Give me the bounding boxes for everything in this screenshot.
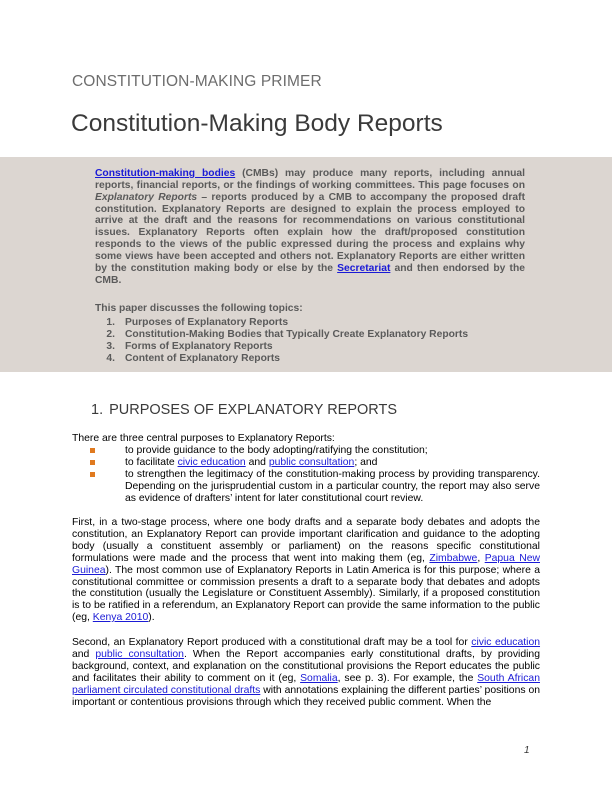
- bullet-text: and: [245, 456, 269, 468]
- link-south-african-parliament[interactable]: South African parliament circulated constitutional drafts: [72, 672, 540, 696]
- paragraph-text: . When the Report accompanies early constitutional drafts, by providing background, context, and explanation on the constitutional provisions the Report educates the public and facilitates their ability to comment on it (eg,: [72, 648, 540, 684]
- paragraph-text: First, in a two-stage process, where one body drafts and a separate body debates and adopts the constitution, an Explanatory Report can provide important clarification and guidance to the adopting body (usually a constituent assembly or parliament) on the reasons specific constitutional formulations were made and the process that went into making them (eg,: [72, 517, 540, 564]
- bullet-text: ; and: [354, 456, 378, 468]
- topic-number: 1.: [106, 317, 115, 328]
- topic-item: [95, 329, 468, 341]
- list-item: [88, 469, 540, 505]
- link-civic-education[interactable]: civic education: [177, 456, 246, 468]
- list-item: [88, 445, 540, 457]
- intro-text-3: and then endorsed by the CMB.: [95, 262, 525, 286]
- intro-text-2: – reports produced by a CMB to accompany the proposed draft constitution. Explanatory Reports are designed to explain the process employed to arrive at the draft and the reasons for recommendations on various constitutional issues. Explanatory Reports often explain how the draft/proposed constitution responds to the views of the public expressed during the process and explains why some views have been accepted and others not. Explanatory Reports are either written by the constitution making body or else by the: [95, 191, 525, 274]
- link-civic-education[interactable]: civic education: [471, 637, 541, 648]
- purposes-lead: There are three central purposes to Explanatory Reports:: [72, 433, 335, 444]
- page-number: 1: [524, 745, 530, 756]
- link-public-consultation[interactable]: public consultation: [268, 456, 355, 468]
- topic-number: 3.: [106, 340, 115, 352]
- paragraph-text: ).: [148, 612, 155, 624]
- topic-label: Content of Explanatory Reports: [125, 352, 281, 364]
- topic-number: 2.: [106, 328, 115, 340]
- topic-item: [95, 341, 468, 353]
- link-somalia[interactable]: Somalia: [300, 672, 338, 684]
- paragraph-text: ,: [477, 552, 485, 564]
- paragraph-text: and: [72, 648, 96, 660]
- paragraph-text: ). The most common use of Explanatory Reports in Latin America is for this purpose; where a constitutional committee or commission presents a draft to a separate body that debates and adopts the constitution (usually the Legislature or Constituent Assembly). Similarly, if a proposed constitution is to be ratified in a referendum, an Explanatory Report can provide the same information to the public (eg,: [72, 564, 540, 624]
- paragraph-second: [72, 637, 540, 708]
- primer-label: CONSTITUTION-MAKING PRIMER: [72, 73, 322, 90]
- topic-item: [95, 317, 468, 329]
- topic-label: Forms of Explanatory Reports: [125, 340, 273, 352]
- link-public-consultation[interactable]: public consultation: [95, 648, 184, 660]
- purposes-list: [88, 445, 540, 505]
- intro-emphasis: Explanatory Reports: [95, 191, 198, 203]
- paragraph-text: with annotations explaining the different parties’ positions on important or contentious provisions through which they received public comment. When the: [72, 684, 541, 708]
- topic-label: Constitution-Making Bodies that Typically Create Explanatory Reports: [125, 328, 469, 340]
- paragraph-text: , see p. 3). For example, the: [337, 672, 478, 684]
- link-zimbabwe[interactable]: Zimbabwe: [429, 552, 478, 564]
- topic-label: Purposes of Explanatory Reports: [125, 317, 289, 328]
- paragraph-text: Second, an Explanatory Report produced with a constitutional draft may be a tool for: [72, 637, 472, 648]
- topic-item: [95, 353, 468, 365]
- topics-list: [95, 317, 468, 364]
- bullet-text: to provide guidance to the body adopting/ratifying the constitution;: [125, 445, 428, 456]
- bullet-square-icon: [90, 460, 95, 465]
- section-title: PURPOSES OF EXPLANATORY REPORTS: [109, 402, 398, 418]
- section-number: 1.: [91, 402, 104, 418]
- topics-intro: This paper discusses the following topics:: [95, 303, 303, 314]
- bullet-square-icon: [90, 472, 95, 477]
- link-constitution-making-bodies[interactable]: Constitution-making bodies: [95, 168, 236, 179]
- link-kenya-2010[interactable]: Kenya 2010: [92, 612, 149, 624]
- topic-number: 4.: [106, 352, 115, 364]
- paragraph-first: [72, 517, 540, 624]
- list-item: [88, 457, 540, 469]
- page-title: Constitution-Making Body Reports: [71, 110, 443, 137]
- bullet-square-icon: [90, 448, 95, 453]
- link-papua-new-guinea[interactable]: Papua New Guinea: [72, 552, 540, 576]
- bullet-text: to strengthen the legitimacy of the constitution-making process by providing transparency. Depending on the jurisprudential custom in a particular country, the report may also serve as evidence of drafters’ intent for later constitutional court review.: [125, 468, 540, 504]
- section-heading: [91, 402, 397, 418]
- intro-text-1: (CMBs) may produce many reports, including annual reports, financial reports, or the findings of working committees. This page focuses on: [95, 168, 525, 191]
- bullet-text: to facilitate: [125, 456, 178, 468]
- intro-paragraph: [95, 168, 525, 286]
- link-secretariat[interactable]: Secretariat: [337, 262, 391, 274]
